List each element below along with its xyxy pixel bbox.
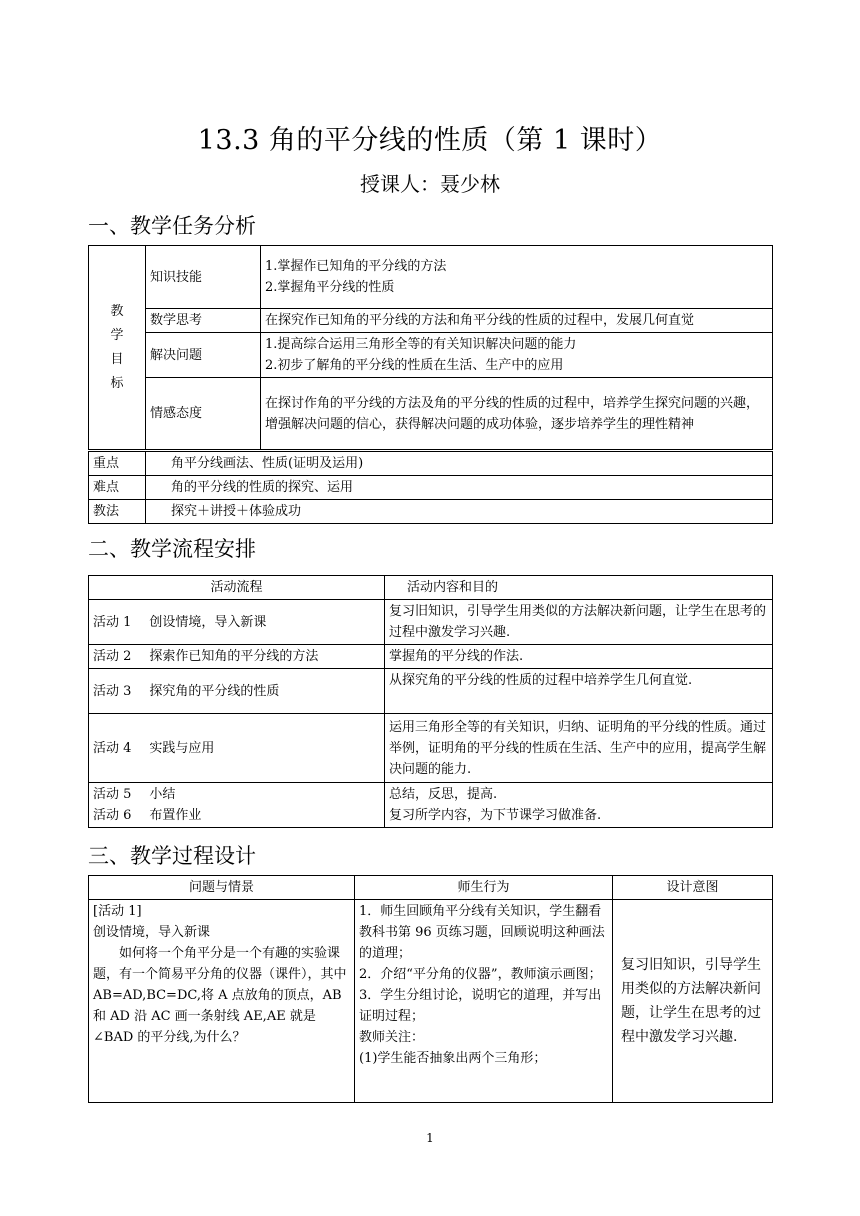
process-table [88, 875, 773, 1103]
activity-content: 运用三角形全等的有关知识，归纳、证明角的平分线的性质。通过举例，证明角的平分线的性质在生活、生产中的应用，提高学生解决问题的能力. [385, 714, 773, 783]
goal-content: 1.提高综合运用三角形全等的有关知识解决问题的能力 2.初步了解角的平分线的性质在生活、生产中的应用 [261, 333, 773, 378]
goal-content: 1.掌握作已知角的平分线的方法 2.掌握角平分线的性质 [261, 246, 773, 309]
process-col-header: 设计意图 [613, 876, 773, 900]
section-heading-flow: 二、教学流程安排 [88, 537, 256, 561]
activity-content: 总结，反思，提高. 复习所学内容，为下节课学习做准备. [385, 783, 773, 828]
goal-name: 情感态度 [146, 378, 261, 450]
goal-content: 在探究作已知角的平分线的方法和角平分线的性质的过程中，发展几何直觉 [261, 309, 773, 333]
row-value: 角的平分线的性质的探究、运用 [146, 476, 773, 500]
activity-cell: 活动 4 实践与应用 [89, 714, 385, 783]
process-col-header: 问题与情景 [89, 876, 355, 900]
intent-cell: 复习旧知识，引导学生用类似的方法解决新问题，让学生在思考的过程中激发学习兴趣. [613, 900, 773, 1103]
task-analysis-table [88, 245, 773, 450]
goal-name: 解决问题 [146, 333, 261, 378]
row-label: 教法 [89, 500, 146, 524]
goal-label-cell: 教 学 目 标 [89, 246, 146, 450]
flow-col-header: 活动流程 [89, 576, 385, 600]
activity-cell: 活动 5 小结 活动 6 布置作业 [89, 783, 385, 828]
row-label: 难点 [89, 476, 146, 500]
page-number: 1 [426, 1131, 434, 1145]
activity-cell: 活动 3 探究角的平分线的性质 [89, 669, 385, 714]
activity-cell: 活动 2 探索作已知角的平分线的方法 [89, 645, 385, 669]
key-points-table [88, 451, 773, 524]
row-value: 探究＋讲授＋体验成功 [146, 500, 773, 524]
page-title: 13.3 角的平分线的性质（第 1 课时） [197, 125, 663, 156]
flow-col-header: 活动内容和目的 [385, 576, 773, 600]
activity-content: 复习旧知识，引导学生用类似的方法解决新问题，让学生在思考的过程中激发学习兴趣. [385, 600, 773, 645]
section-heading-process: 三、教学过程设计 [88, 844, 256, 868]
goal-name: 数学思考 [146, 309, 261, 333]
activity-cell: 活动 1 创设情境，导入新课 [89, 600, 385, 645]
goal-name: 知识技能 [146, 246, 261, 309]
action-cell: 1．师生回顾角平分线有关知识，学生翻看教科书第 96 页练习题，回顾说明这种画法的道理； 2．介绍“平分角的仪器”，教师演示画图； 3．学生分组讨论，说明它的道理，并写出证明过程； 教师关注： (1)学生能否抽象出两个三角形； [355, 900, 613, 1103]
activity-content: 从探究角的平分线的性质的过程中培养学生几何直觉. [385, 669, 773, 714]
process-col-header: 师生行为 [355, 876, 613, 900]
row-label: 重点 [89, 452, 146, 476]
row-value: 角平分线画法、性质(证明及运用) [146, 452, 773, 476]
goal-content: 在探讨作角的平分线的方法及角的平分线的性质的过程中，培养学生探究问题的兴趣，增强解决问题的信心，获得解决问题的成功体验，逐步培养学生的理性精神 [261, 378, 773, 450]
author-line: 授课人：聂少林 [360, 172, 500, 196]
flow-table [88, 575, 773, 828]
section-heading-task-analysis: 一、教学任务分析 [88, 214, 256, 238]
activity-content: 掌握角的平分线的作法. [385, 645, 773, 669]
problem-cell: [活动 1] 创设情境，导入新课 如何将一个角平分是一个有趣的实验课题，有一个简易平分角的仪器（课件），其中 AB=AD,BC=DC,将 A 点放角的顶点，AB 和 AD 沿 AC 画一条射线 AE,AE 就是∠BAD 的平分线,为什么？ [89, 900, 355, 1103]
